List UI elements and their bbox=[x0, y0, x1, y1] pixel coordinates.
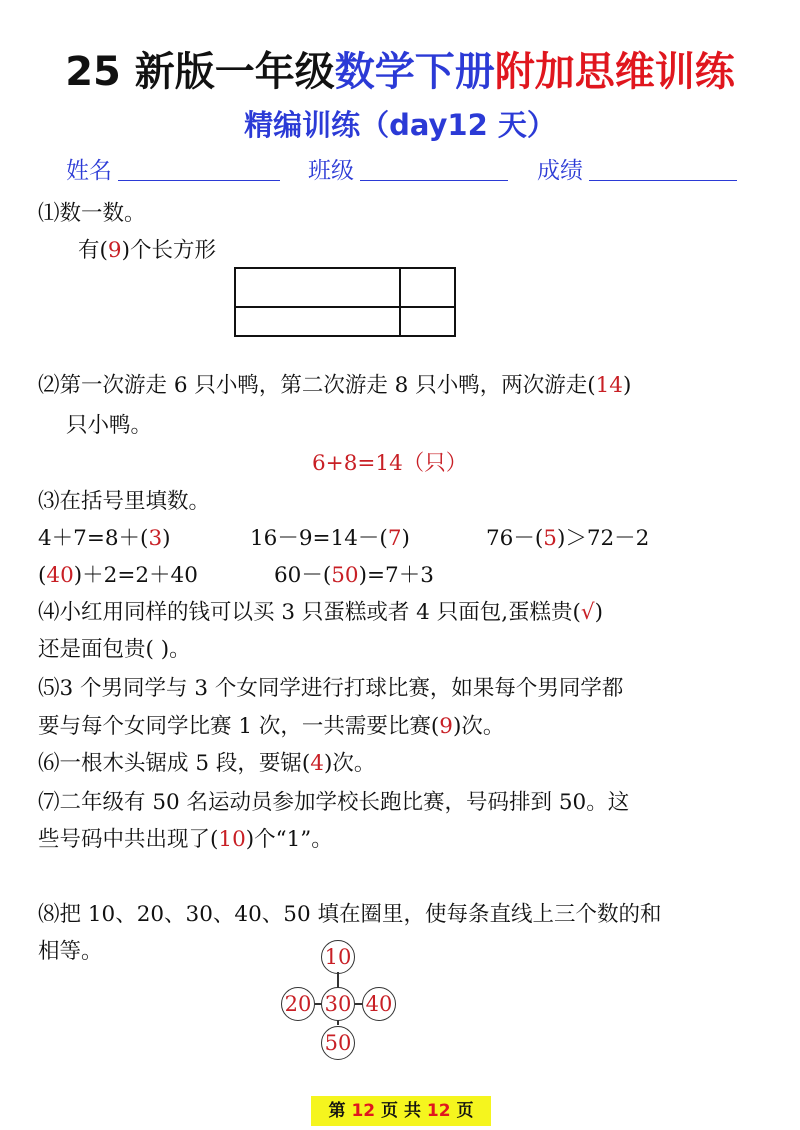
q1-post: )个长方形 bbox=[121, 238, 216, 263]
q4-line1 bbox=[38, 595, 603, 626]
q3-expr-3-pre: 76－( bbox=[486, 526, 544, 551]
footer-mid: 页 共 bbox=[381, 1101, 421, 1121]
q3-expr-1-answer: 3 bbox=[148, 526, 163, 551]
q2-line1-post: ) bbox=[622, 373, 632, 398]
rectangle-figure bbox=[234, 267, 456, 337]
page-footer bbox=[311, 1096, 491, 1126]
rectangle-vertical-divider bbox=[399, 267, 401, 335]
q7-line2 bbox=[38, 822, 333, 853]
q6-line bbox=[38, 746, 375, 777]
q3-expr-3 bbox=[486, 521, 649, 552]
score-underline[interactable] bbox=[589, 180, 737, 181]
q3-expr-4-post: )＋2=2＋40 bbox=[73, 563, 198, 588]
circle-bottom: 50 bbox=[321, 1026, 355, 1060]
q3-expr-4-pre: ( bbox=[38, 563, 47, 588]
circle-right: 40 bbox=[362, 987, 396, 1021]
q6-post: )次。 bbox=[323, 751, 376, 776]
circle-left: 20 bbox=[281, 987, 315, 1021]
name-underline[interactable] bbox=[118, 180, 280, 181]
q6-answer: 4 bbox=[310, 751, 324, 776]
circle-center: 30 bbox=[321, 987, 355, 1021]
q3-expr-4-answer: 40 bbox=[46, 563, 74, 588]
q2-line1 bbox=[38, 368, 631, 399]
q8-line2: 相等。 bbox=[38, 939, 103, 964]
title-part-subject: 数学下册 bbox=[334, 49, 495, 95]
class-label: 班级 bbox=[308, 158, 354, 184]
q7-line1: ⑺二年级有 50 名运动员参加学校长跑比赛，号码排到 50。这 bbox=[38, 790, 630, 815]
footer-page-number: 12 bbox=[351, 1101, 376, 1121]
q5-line2 bbox=[38, 709, 504, 740]
q2-equation: 6+8=14（只） bbox=[312, 451, 468, 476]
cross-connector-right bbox=[355, 1003, 362, 1005]
q4-line1-post: ) bbox=[594, 600, 604, 625]
q3-expr-2-pre: 16－9=14－( bbox=[250, 526, 388, 551]
circle-top: 10 bbox=[321, 940, 355, 974]
q4-line2: 还是面包贵( )。 bbox=[38, 637, 191, 662]
q7-answer: 10 bbox=[218, 827, 246, 852]
q3-expr-2 bbox=[250, 521, 410, 552]
score-label: 成绩 bbox=[537, 158, 583, 184]
q4-line1-pre: ⑷小红用同样的钱可以买 3 只蛋糕或者 4 只面包,蛋糕贵( bbox=[38, 600, 581, 625]
title-part-grade: 25 新版一年级 bbox=[65, 49, 335, 95]
q3-expr-2-answer: 7 bbox=[387, 526, 402, 551]
q2-line2: 只小鸭。 bbox=[66, 413, 153, 438]
title-part-training: 附加思维训练 bbox=[494, 49, 735, 95]
q3-expr-5-post: )=7＋3 bbox=[358, 563, 434, 588]
footer-total-pages: 12 bbox=[426, 1101, 451, 1121]
q5-answer: 9 bbox=[439, 714, 453, 739]
q8-line1: ⑻把 10、20、30、40、50 填在圈里，使每条直线上三个数的和 bbox=[38, 902, 662, 927]
footer-pre: 第 bbox=[328, 1101, 346, 1121]
q3-expr-3-answer: 5 bbox=[543, 526, 557, 551]
q3-expr-5 bbox=[274, 558, 434, 589]
q3-expr-1-post: ) bbox=[162, 526, 171, 551]
q2-line1-pre: ⑵第一次游走 6 只小鸭，第二次游走 8 只小鸭，两次游走( bbox=[38, 373, 596, 398]
q2-answer: 14 bbox=[595, 373, 623, 398]
q3-expr-3-post: )＞72－2 bbox=[556, 526, 650, 551]
class-underline[interactable] bbox=[360, 180, 508, 181]
cross-connector-top bbox=[337, 972, 339, 988]
q3-expr-5-answer: 50 bbox=[331, 563, 359, 588]
q3-expr-2-post: ) bbox=[401, 526, 410, 551]
q7-line2-post: )个“1”。 bbox=[245, 827, 333, 852]
q1-line bbox=[78, 233, 216, 264]
q1-answer: 9 bbox=[107, 238, 122, 263]
q3-expr-4 bbox=[38, 558, 198, 589]
q5-line1: ⑸3 个男同学与 3 个女同学进行打球比赛，如果每个男同学都 bbox=[38, 676, 624, 701]
page-title bbox=[0, 40, 800, 97]
q6-pre: ⑹一根木头锯成 5 段，要锯( bbox=[38, 751, 311, 776]
q3-expr-5-pre: 60－( bbox=[274, 563, 332, 588]
name-label: 姓名 bbox=[66, 158, 112, 184]
q3-heading: ⑶在括号里填数。 bbox=[38, 489, 211, 514]
q1-heading: ⑴数一数。 bbox=[38, 201, 146, 226]
q5-line2-post: )次。 bbox=[452, 714, 505, 739]
page-subtitle: 精编训练（day12 天） bbox=[244, 108, 556, 142]
q3-expr-1-pre: 4＋7=8＋( bbox=[38, 526, 149, 551]
footer-post: 页 bbox=[456, 1101, 474, 1121]
q7-line2-pre: 些号码中共出现了( bbox=[38, 827, 219, 852]
q4-answer-checkmark: √ bbox=[580, 600, 595, 625]
q5-line2-pre: 要与每个女同学比赛 1 次，一共需要比赛( bbox=[38, 714, 440, 739]
rectangle-horizontal-divider bbox=[234, 306, 454, 308]
q1-pre: 有( bbox=[78, 238, 108, 263]
q3-expr-1 bbox=[38, 521, 171, 552]
